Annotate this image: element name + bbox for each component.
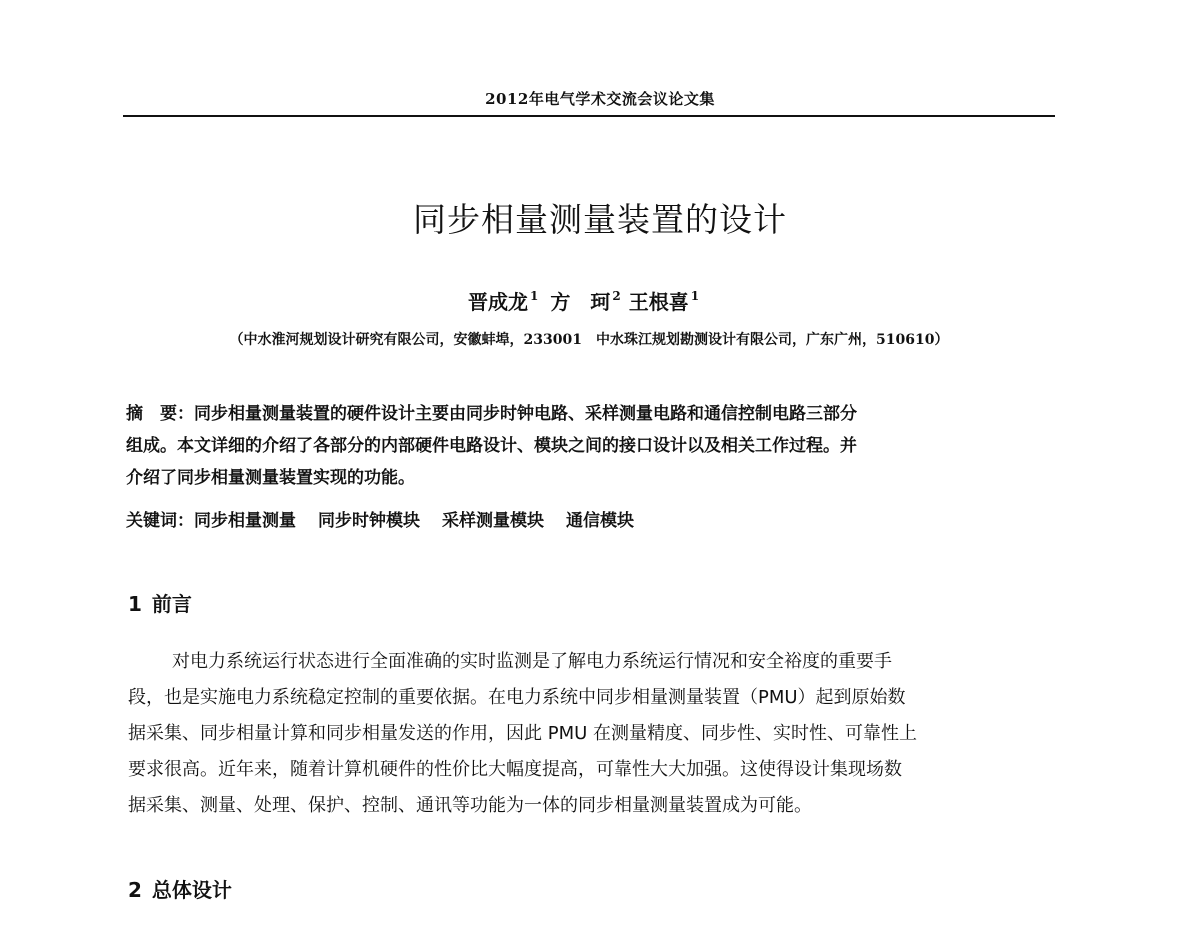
author-1 bbox=[468, 286, 538, 315]
body-line: 据采集、测量、处理、保护、控制、通讯等功能为一体的同步相量测量装置成为可能。 bbox=[128, 795, 812, 816]
running-header: 2012年电气学术交流会议论文集 bbox=[485, 90, 715, 108]
keywords bbox=[126, 506, 656, 531]
author-list bbox=[468, 286, 699, 315]
keyword: 同步时钟模块 bbox=[318, 511, 420, 531]
author-affil-mark: 1 bbox=[690, 289, 700, 303]
abstract-line bbox=[126, 398, 1056, 430]
body-line: 段，也是实施电力系统稳定控制的重要依据。在电力系统中同步相量测量装置（PMU）起到原始数 bbox=[128, 687, 906, 708]
keyword: 同步相量测量 bbox=[194, 511, 296, 531]
keywords-label: 关键词： bbox=[126, 511, 194, 531]
abstract-label: 摘 要： bbox=[126, 404, 194, 424]
author-affil-mark: 1 bbox=[530, 289, 539, 303]
section-title: 前言 bbox=[151, 592, 192, 616]
header-rule bbox=[123, 115, 1055, 117]
body-line: 据采集、同步相量计算和同步相量发送的作用，因此 PMU 在测量精度、同步性、实时性、可靠性上 bbox=[128, 723, 917, 744]
body-line: 对电力系统运行状态进行全面准确的实时监测是了解电力系统运行情况和安全裕度的重要手 bbox=[172, 651, 892, 672]
section-number: 1 bbox=[128, 592, 142, 616]
section-title: 总体设计 bbox=[151, 878, 232, 902]
abstract bbox=[126, 398, 1056, 494]
section-number: 2 bbox=[128, 878, 142, 902]
author-3 bbox=[629, 286, 699, 315]
section-heading-1 bbox=[128, 588, 192, 617]
paper-title: 同步相量测量装置的设计 bbox=[413, 200, 787, 239]
section-heading-2 bbox=[128, 874, 232, 903]
abstract-line: 介绍了同步相量测量装置实现的功能。 bbox=[126, 468, 415, 488]
section-1-body bbox=[128, 644, 1058, 824]
author-affil-mark: 2 bbox=[612, 289, 621, 303]
abstract-line: 组成。本文详细的介绍了各部分的内部硬件电路设计、模块之间的接口设计以及相关工作过程。并 bbox=[126, 436, 857, 456]
author-name: 方 珂 bbox=[550, 290, 611, 314]
affiliation: （中水淮河规划设计研究有限公司，安徽蚌埠，233001 中水珠江规划勘测设计有限公司，广东广州，510610） bbox=[229, 332, 949, 348]
body-line: 要求很高。近年来，随着计算机硬件的性价比大幅度提高，可靠性大大加强。这使得设计集现场数 bbox=[128, 759, 902, 780]
keyword: 通信模块 bbox=[566, 511, 634, 531]
author-name: 晋成龙 bbox=[468, 290, 528, 314]
author-name: 王根喜 bbox=[628, 290, 689, 314]
author-2 bbox=[550, 286, 620, 315]
keyword: 采样测量模块 bbox=[442, 511, 544, 531]
abstract-text: 同步相量测量装置的硬件设计主要由同步时钟电路、采样测量电路和通信控制电路三部分 bbox=[194, 404, 857, 424]
